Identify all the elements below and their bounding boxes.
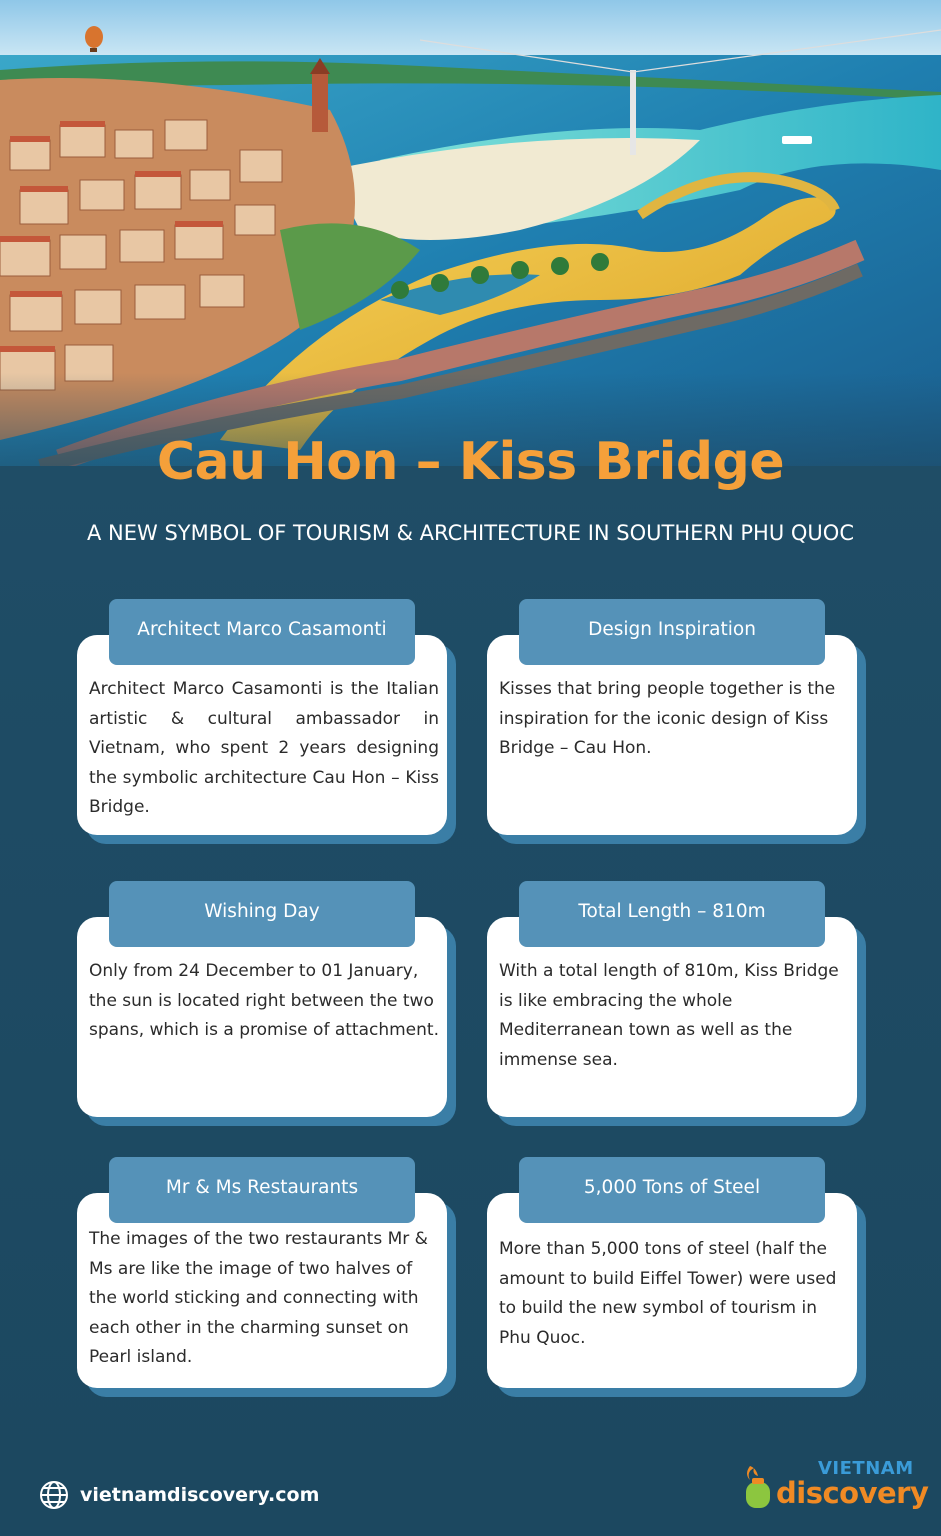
card-heading: Wishing Day [109, 881, 415, 947]
card-text: With a total length of 810m, Kiss Bridge is like embracing the whole Mediterranean town as well as the immense sea. [499, 961, 839, 1070]
card-heading: Architect Marco Casamonti [109, 599, 415, 665]
kiss-bridge-illustration [0, 0, 941, 466]
card-heading: Design Inspiration [519, 599, 825, 665]
vietnam-discovery-logo [740, 1458, 929, 1518]
page-title: Cau Hon – Kiss Bridge [156, 432, 785, 492]
logo-vietnam-text: VIETNAM [818, 1458, 914, 1479]
hero-illustration [0, 0, 941, 466]
card-text: Kisses that bring people together is the inspiration for the iconic design of Kiss Bridge – Cau Hon. [499, 679, 836, 758]
website-link[interactable]: vietnamdiscovery.com [80, 1484, 320, 1506]
globe-icon [38, 1479, 70, 1511]
card-text: Architect Marco Casamonti is the Italian artistic & cultural ambassador in Vietnam, who spent 2 years designing the symbolic architecture Cau Hon – Kiss Bridge. [89, 679, 439, 817]
card-heading: Mr & Ms Restaurants [109, 1157, 415, 1223]
card-text: Only from 24 December to 01 January, the sun is located right between the two spans, which is a promise of attachment. [89, 961, 439, 1040]
logo-discovery-text: discovery [776, 1476, 929, 1510]
page-subtitle: A NEW SYMBOL OF TOURISM & ARCHITECTURE IN SOUTHERN PHU QUOC [87, 521, 854, 545]
card-heading: 5,000 Tons of Steel [519, 1157, 825, 1223]
card-text: More than 5,000 tons of steel (half the amount to build Eiffel Tower) were used to build the new symbol of tourism in Phu Quoc. [499, 1239, 837, 1348]
logo-mark-icon [740, 1460, 776, 1516]
card-text: The images of the two restaurants Mr & Ms are like the image of two halves of the world sticking and connecting with each other in the charming sunset on Pearl island. [89, 1229, 428, 1367]
footer-website[interactable] [38, 1478, 319, 1512]
card-heading: Total Length – 810m [519, 881, 825, 947]
